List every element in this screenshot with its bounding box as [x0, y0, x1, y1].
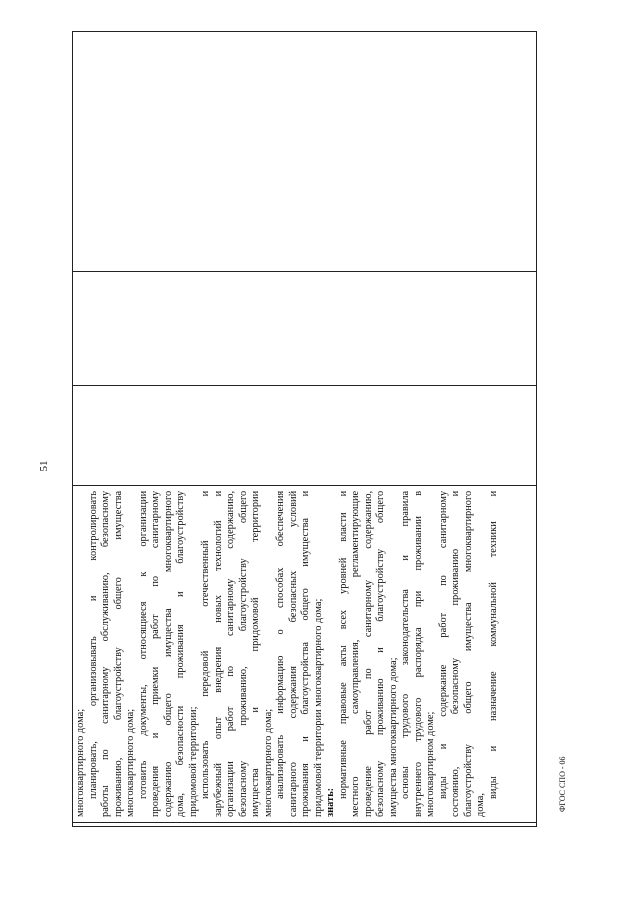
table-column-index — [73, 822, 536, 826]
cell-text-line: местного самоуправления, регламентирующие — [350, 490, 361, 817]
table-column-4 — [73, 271, 536, 385]
table-column-5 — [73, 32, 536, 271]
cell-text-line: многоквартирного дома; — [75, 708, 86, 817]
cell-text-line: проведение работ по санитарному содержанию, — [362, 490, 374, 817]
cell-text-line: благоустройству общего имущества многоквартирного — [462, 490, 474, 817]
cell-text-line: виды и назначение коммунальной техники и — [487, 490, 499, 799]
cell-text-line: многоквартирном доме; — [425, 711, 436, 817]
cell-text-line: готовить документы, относящиеся к организации — [137, 490, 149, 799]
cell-text-line: анализировать информацию о способах обеспечения — [275, 490, 286, 799]
document-footer: ФГОС СПО - 06 — [558, 756, 567, 812]
page-number: 51 — [38, 460, 50, 472]
cell-text-line: виды и содержание работ по санитарному — [437, 490, 449, 799]
cell-text-line: организации работ по санитарному содержанию, — [225, 490, 236, 817]
cell-text-line: имущества многоквартирного дома; — [387, 657, 399, 817]
cell-text-line: работы по санитарному обслуживанию, безопасному — [100, 490, 111, 817]
table-column-3 — [73, 385, 536, 485]
cell-text-line: проведения и приемки работ по санитарному — [150, 490, 161, 817]
cell-text-line: безопасному проживанию, благоустройству общего — [237, 490, 249, 817]
cell-text-line: многоквартирного дома; — [125, 708, 136, 817]
cell-text-line: проживания и благоустройства общего имущества и — [300, 490, 311, 817]
cell-text-line: дома, безопасности проживания и благоустройству — [175, 490, 186, 817]
cell-text-line: содержанию общего имущества многоквартирного — [162, 490, 174, 817]
standards-table — [72, 31, 537, 827]
cell-text-line: планировать, организовывать и контролировать — [87, 490, 99, 799]
cell-text-line: придомовой территории; — [187, 706, 199, 817]
cell-text-line: нормативные правовые акты всех уровней власти и — [337, 490, 349, 799]
table-cell-skills-knowledge — [73, 485, 536, 822]
cell-text-line: многоквартирного дома; — [262, 708, 274, 817]
cell-text-line: придомовой территории многоквартирного дома; — [312, 598, 324, 817]
cell-text-line: безопасному проживанию и благоустройству общего — [375, 490, 386, 817]
cell-text-line: состоянию, безопасному проживанию и — [450, 490, 461, 817]
cell-text-line: внутреннего трудового распорядка при проживании в — [412, 490, 424, 817]
cell-text-line: имущества и придомовой территории — [250, 490, 261, 817]
cell-text-line: зарубежный опыт внедрения новых технологий и — [212, 490, 224, 817]
cell-text-line: санитарного содержания безопасных условий — [287, 490, 299, 817]
cell-text-line: дома, — [475, 793, 486, 817]
cell-text-line: знать: — [325, 787, 336, 817]
cell-text-line: проживанию, благоустройству общего имущества — [112, 490, 124, 817]
cell-text-line: основы трудового законодательства и правила — [400, 490, 411, 799]
cell-text-line: использовать передовой отечественный и — [200, 490, 211, 799]
